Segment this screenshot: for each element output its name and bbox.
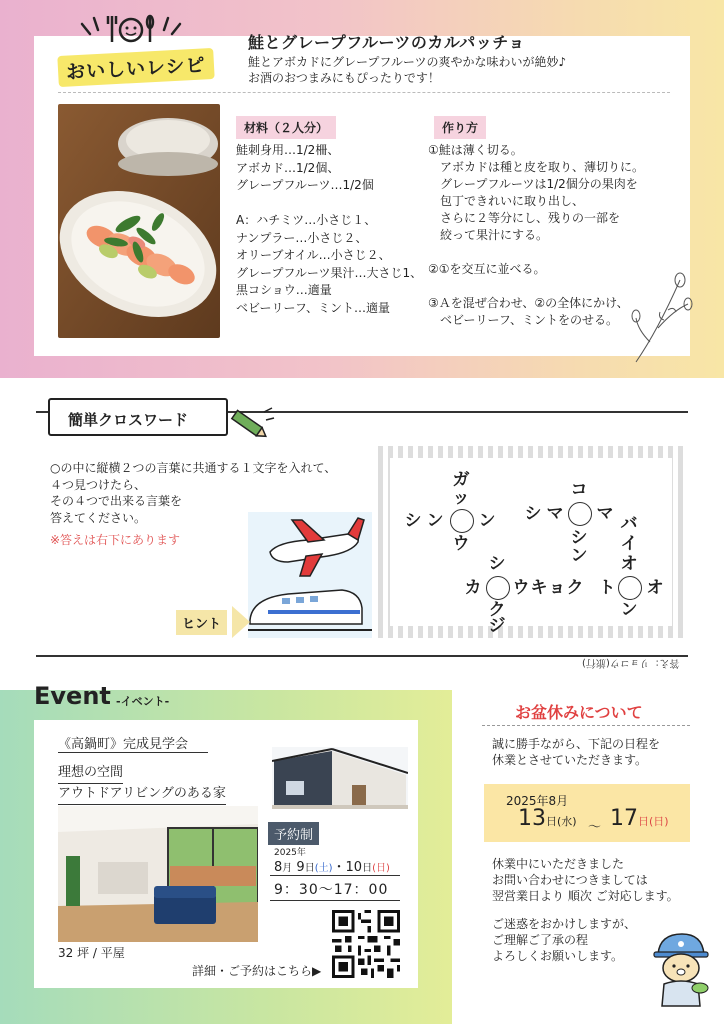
ingredient-line: 鮭刺身用…1/2柵、 [236,143,340,157]
divider [270,900,400,901]
method-line: ベビーリーフ、ミントをのせる。 [428,313,618,327]
ingredient-line: グレープフルーツ果汁…大さじ1、 [236,265,423,280]
kana-cell: ウ [512,578,530,598]
closure-end-weekday: 日(日) [638,815,669,828]
crossword-grid-panel [378,446,684,638]
kana-cell: ガ [452,470,470,490]
hint-label: ヒント [176,610,227,635]
method-line: 包丁できれいに取り出し、 [428,194,585,208]
closure-start-weekday: 日(水) [546,815,577,828]
event-day1: 9 [296,860,305,875]
method-line: ①鮭は薄く切る。 [428,143,523,157]
notice-line: 休業とさせていただきます。 [492,753,648,767]
upside-down-answer: 答え：リョコウ(旅行) [582,657,680,668]
kana-cell: ウ [452,534,470,554]
kana-cell: イ [620,534,638,554]
event-date-sep: ・ [332,860,346,875]
instruction-line: その４つで出来る言葉を [50,494,183,508]
notice-line: 誠に勝手ながら、下記の日程を [492,737,661,751]
closure-year-month: 2025年8月 [506,794,569,808]
ingredient-line: ベビーリーフ、ミント…適量 [236,300,390,315]
answer-circle [618,576,642,600]
divider [270,875,400,876]
kana-cell: ョ [548,578,566,598]
ingredient-line: オリーブオイル…小さじ２、 [236,248,391,262]
concept-line: アウトドアリビングのある家 [58,784,226,805]
method-line: ②①を交互に並べる。 [428,262,546,276]
house-exterior-image [272,747,408,809]
kana-cell: ン [426,511,444,531]
living-room-image [58,806,258,942]
method-line: ③Ａを混ぜ合わせ、②の全体にかけ、 [428,296,629,310]
recipe-logo-text: おいしいレシピ [57,48,214,87]
ingredients-list [236,142,422,317]
event-weekday1: 土 [318,863,329,874]
kana-cell: シ [488,554,506,574]
kana-cell: ク [488,600,506,620]
method-line: グレープフルーツは1/2個分の果肉を [428,177,638,191]
event-heading: Event [34,682,111,710]
method-line: アボカドは種と皮を取り、薄切りに。 [428,160,645,174]
kana-cell: キ [530,578,548,598]
recipe-desc-line: お酒のおつまみにもぴったりです！ [248,71,440,85]
kana-cell: オ [620,554,638,574]
notice-line: よろしくお願いします。 [492,949,624,963]
details-reservation-link[interactable]: 詳細・ご予約はこちら▶ [192,964,322,978]
kana-cell: ン [570,546,588,566]
kana-cell: シ [524,504,542,524]
event-dates: 8月 9日(土)・10日(日) [274,860,390,875]
method-list [428,142,644,329]
kana-cell: ン [620,600,638,620]
ingredient-line: グレープフルーツ…1/2個 [236,178,374,192]
obon-notice [492,736,660,768]
crossword-grid [390,458,672,636]
event-weekday2: 日 [375,863,386,874]
kana-cell: シ [570,528,588,548]
ingredient-line: ナンプラー…小さじ２、 [236,230,368,245]
answer-note: ※答えは右下にあります [50,533,181,547]
recipe-logo [46,8,216,88]
obon-title: お盆休みについて [515,703,643,722]
mascot-character-icon [650,928,712,1008]
reservation-badge: 予約制 [268,822,319,845]
method-line [428,244,644,261]
qr-code-icon[interactable] [332,910,400,978]
ingredient-line [236,195,422,213]
kana-cell: ッ [452,488,470,508]
obon-divider [482,725,690,726]
hint-illustration [248,512,372,638]
kana-cell: マ [546,504,564,524]
answer-circle [450,509,474,533]
closure-start-day: 13 [518,806,546,831]
event-name: 《高鍋町》完成見学会 [58,737,189,752]
pencil-icon [226,402,276,442]
notice-line: 翌営業日より 順次 ご対応します。 [492,889,679,903]
notice-line: ご迷惑をおかけしますが、 [492,917,637,931]
answer-circle [568,502,592,526]
closure-end-day: 17 [610,806,638,831]
event-month-label: 月 [282,863,293,874]
crossword-title: 簡単クロスワード [68,411,189,429]
event-name-underline [58,752,208,753]
kana-cell: オ [646,578,664,598]
recipe-photo [58,104,220,338]
notice-line: お問い合わせにつきましては [492,873,648,887]
recipe-description [248,54,566,86]
method-label: 作り方 [434,116,486,139]
event-year: 2025年 [274,848,306,858]
notice-line: ご理解ご了承の程 [492,933,589,947]
method-line: さらに２等分にし、残りの一部を [428,211,621,225]
kana-cell: バ [620,514,638,534]
method-line [428,278,644,295]
event-concept [58,763,226,805]
method-line: 絞って果汁にする。 [428,228,549,242]
burst-lines-icon [46,8,216,48]
house-size: 32 坪 / 平屋 [58,946,125,960]
event-time: 9：30〜17：00 [274,882,389,898]
instruction-line: ４つ見つけたら、 [50,477,147,492]
recipe-title: 鮭とグレープフルーツのカルパッチョ [248,33,525,52]
concept-line: 理想の空間 [58,763,123,784]
ingredient-line: 黒コショウ…適量 [236,283,332,297]
kana-cell: ク [566,578,584,598]
kana-cell: ン [478,511,496,531]
arrow-right-icon [232,606,250,638]
obon-inquiry-notice [492,856,679,904]
airplane-train-icon [248,512,372,638]
kana-cell: ト [598,578,616,598]
date-range-tilde: 〜 [588,820,602,835]
recipe-divider [58,92,670,93]
notice-line: 休業中にいただきました [492,857,625,871]
closure-dates-box [484,784,690,842]
instruction-line: ○の中に縦横２つの言葉に共通する１文字を入れて、 [50,461,337,475]
instruction-line: 答えてください。 [50,510,147,525]
kana-cell: カ [464,578,482,598]
flower-sketch-icon [628,270,698,366]
obon-apology [492,916,636,964]
ingredient-line: A：ハチミツ…小さじ１、 [236,213,377,227]
ingredients-label: 材料（２人分） [236,116,336,139]
kana-cell: シ [404,511,422,531]
event-month: 8 [274,860,283,875]
event-subheading: -イベント- [116,695,170,708]
event-day2: 10 [345,860,363,875]
kana-cell: コ [570,480,588,500]
ingredient-line: アボカド…1/2個、 [236,160,340,175]
house-interior-image [58,806,258,942]
kana-cell: マ [596,504,614,524]
answer-circle [486,576,510,600]
recipe-desc-line: 鮭とアボカドにグレープフルーツの爽やかな味わいが絶妙♪ [248,55,567,69]
carpaccio-image [58,104,220,338]
crossword-title-box [48,398,228,436]
kana-cell: ジ [488,616,506,636]
